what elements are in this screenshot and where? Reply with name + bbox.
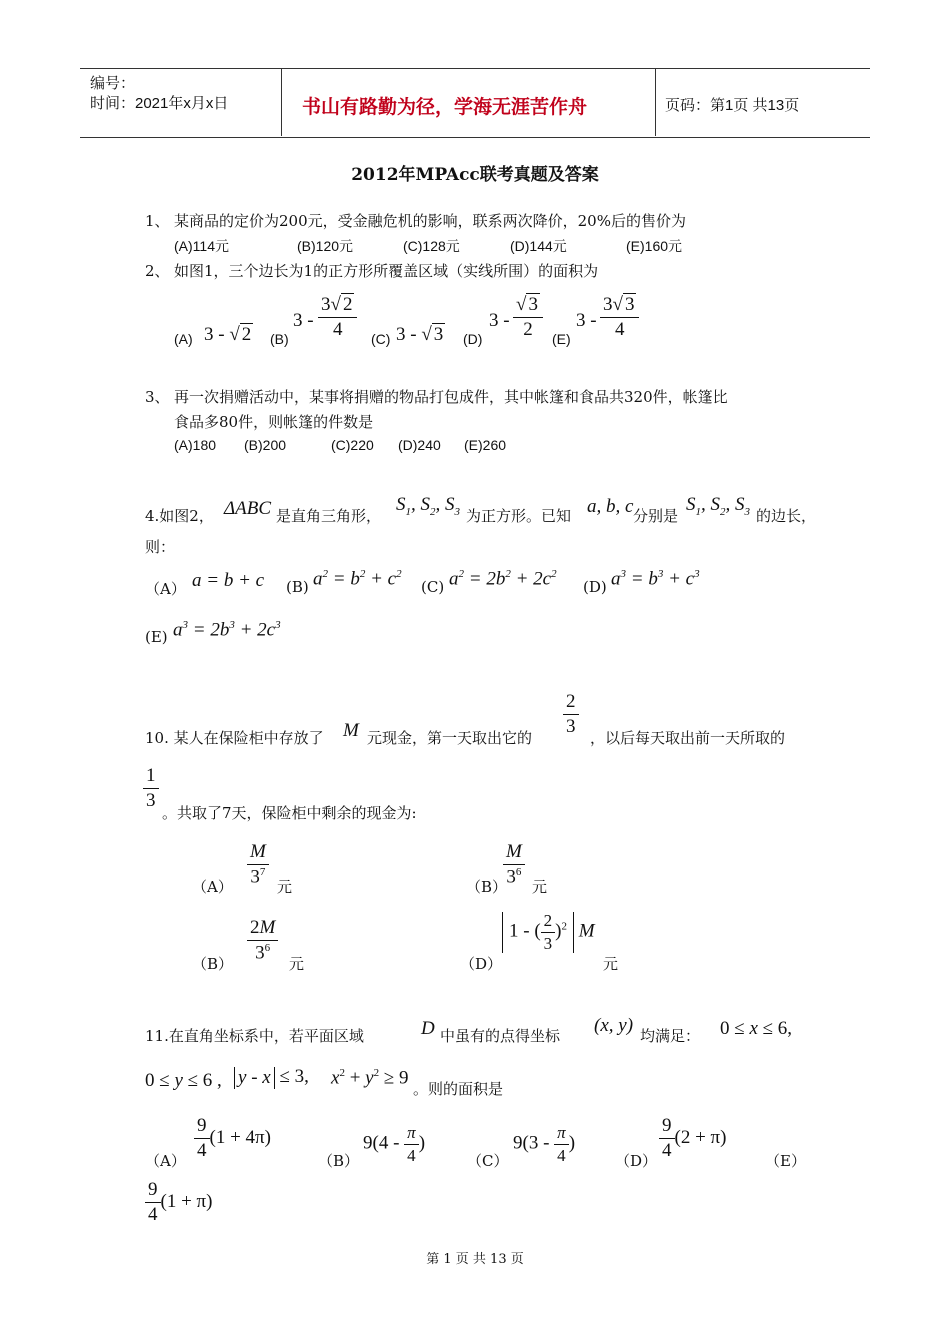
- q2-label-b: (B): [270, 331, 289, 347]
- q4-label-d: (D): [583, 578, 607, 596]
- q4-expr-e: $a^3 = 2b^3 + 2c^3$: [173, 619, 281, 641]
- q10-label-c: （B）: [192, 955, 234, 973]
- q11-expr-a: $\frac{9}{4}$ (1 + 4π): [194, 1116, 271, 1161]
- q10-label-b: （B）: [466, 878, 508, 896]
- q11-label-d: （D）: [615, 1152, 658, 1170]
- q3-number: 3、: [145, 388, 170, 406]
- q4-squares: $S_1$, $S_2$, $S_3$: [396, 494, 460, 518]
- q2-label-d: (D): [463, 331, 483, 347]
- q2-label-e: (E): [552, 331, 571, 347]
- q11-expr-d: $\frac{9}{4}$ (2 + π): [659, 1116, 726, 1161]
- q2-expr-c: 3 - √ 3: [396, 324, 444, 345]
- q3-option-c: (C)220: [331, 437, 374, 453]
- header-divider: [281, 68, 282, 136]
- q4-label-e: (E): [145, 628, 168, 646]
- page-label: 页码：第1页 共13页: [665, 97, 800, 114]
- q2-frac-d: $\frac{√ 3}{2}$: [513, 295, 543, 340]
- q1-number: 1、: [145, 212, 170, 230]
- q4-label-a: （A）: [145, 580, 186, 598]
- q1-option-b: (B)120元: [297, 238, 354, 254]
- q4-expr-a: a = b + c: [192, 570, 265, 591]
- q2-frac-e: $\frac{3√ 3}{4}$: [600, 295, 639, 340]
- q11-expr-b: 9(4 - $\frac{\pi}{4}$ ): [363, 1123, 426, 1165]
- q4-expr-d: $a^3 = b^3 + c^3$: [611, 568, 700, 590]
- q10-frac-one-third: $\frac{1}{3}$: [143, 766, 159, 811]
- q2-stem: 如图1，三个边长为1的正方形所覆盖区域（实线所围）的面积为: [174, 262, 599, 280]
- motto: 书山有路勤为径，学海无涯苦作舟: [302, 96, 588, 118]
- q10-frac-a: $\frac{M}{3^7}$: [247, 842, 269, 887]
- q10-text3: 。共取了7天，保险柜中剩余的现金为:: [162, 804, 417, 822]
- q4-text4: 的边长，: [756, 507, 817, 525]
- q11-text2: 均满足：: [640, 1027, 701, 1045]
- q3-option-b: (B)200: [244, 437, 287, 453]
- q2-expr-d: 3 -: [489, 310, 510, 331]
- q4-squares-2: $S_1$, $S_2$, $S_3$: [686, 494, 750, 518]
- q10-frac-two-thirds: $\frac{2}{3}$: [563, 692, 579, 737]
- q10-frac-b: $\frac{M}{3^6}$: [503, 842, 525, 887]
- q1-option-a: (A)114元: [174, 238, 229, 254]
- q3-stem-line2: 食品多80件，则帐篷的件数是: [174, 413, 374, 431]
- q4-expr-c: $a^2 = 2b^2 + 2c^2$: [449, 568, 557, 590]
- q3-stem-line1: 再一次捐赠活动中，某事将捐赠的物品打包成件，其中帐篷和食品共320件，帐篷比: [174, 388, 728, 406]
- q4-text1: 是直角三角形，: [276, 507, 382, 525]
- q1-option-c: (C)128元: [403, 238, 460, 254]
- q2-label-c: (C): [371, 331, 391, 347]
- q10-unit-d: 元: [603, 955, 619, 973]
- q11-text1: 中虽有的点得坐标: [440, 1027, 561, 1045]
- q4-lead: 4.如图2，: [145, 507, 214, 525]
- q11-label-a: （A）: [145, 1152, 186, 1170]
- q2-expr-e: 3 -: [576, 310, 597, 331]
- q10-unit-c: 元: [289, 955, 305, 973]
- code-label: 编号：: [90, 75, 136, 92]
- page-footer: 第 1 页 共 13 页: [426, 1252, 524, 1267]
- q10-text2: ，以后每天取出前一天所取的: [590, 729, 786, 747]
- q2-expr-a: 3 - √ 2: [204, 324, 252, 345]
- q10-var-m: M: [343, 720, 359, 741]
- q10-expr-d: 1 - ( $\frac{2}{3}$ )$^2$ M: [502, 912, 595, 953]
- q2-frac-b: $\frac{3√ 2}{4}$: [318, 295, 357, 340]
- q11-cond-x: 0 ≤ x ≤ 6,: [720, 1018, 793, 1039]
- q1-option-d: (D)144元: [510, 238, 567, 254]
- q10-unit-b: 元: [532, 878, 548, 896]
- q4-sides: a, b, c: [587, 496, 634, 517]
- q11-cond-abs: y - x ≤ 3,: [234, 1066, 309, 1089]
- q11-text3: 。则的面积是: [413, 1080, 504, 1098]
- header-divider: [655, 68, 656, 136]
- q2-number: 2、: [145, 262, 170, 280]
- page-title: 2012年MPAcc联考真题及答案: [351, 165, 599, 185]
- q4-text3: 分别是: [633, 507, 679, 525]
- q2-label-a: (A): [174, 331, 193, 347]
- q11-label-e: （E）: [765, 1152, 806, 1170]
- q11-expr-e: $\frac{9}{4}$ (1 + π): [145, 1180, 212, 1225]
- q10-label-a: （A）: [192, 878, 233, 896]
- q11-lead: 11.在直角坐标系中，若平面区域: [145, 1027, 364, 1045]
- q11-label-c: （C）: [467, 1152, 509, 1170]
- q11-cond-circle: $x^2 + y^2 \ge 9$: [331, 1067, 409, 1089]
- q4-text2: 为正方形。已知: [466, 507, 572, 525]
- q3-option-d: (D)240: [398, 437, 441, 453]
- q10-label-d: （D）: [460, 955, 503, 973]
- q10-unit-a: 元: [277, 878, 293, 896]
- q11-label-b: （B）: [318, 1152, 360, 1170]
- q2-expr-b: 3 -: [293, 310, 314, 331]
- q4-text5: 则：: [145, 538, 176, 556]
- q11-expr-c: 9(3 - $\frac{\pi}{4}$ ): [513, 1123, 576, 1165]
- q11-coords: (x, y): [594, 1015, 634, 1036]
- q4-label-b: (B): [286, 578, 309, 596]
- q4-label-c: (C): [421, 578, 445, 596]
- q10-text1: 元现金，第一天取出它的: [367, 729, 533, 747]
- time-label: 时间：2021年x月x日: [90, 95, 229, 112]
- q10-lead: 10. 某人在保险柜中存放了: [145, 729, 324, 747]
- q4-expr-b: $a^2 = b^2 + c^2$: [313, 568, 402, 590]
- q10-frac-c: $\frac{2M}{3^6}$: [247, 918, 278, 963]
- q11-var-d: D: [421, 1018, 435, 1039]
- q1-option-e: (E)160元: [626, 238, 683, 254]
- q3-option-e: (E)260: [464, 437, 507, 453]
- q11-cond-y: 0 ≤ y ≤ 6 ,: [145, 1070, 222, 1091]
- q1-stem: 某商品的定价为200元，受金融危机的影响，联系两次降价，20%后的售价为: [174, 212, 686, 230]
- q3-option-a: (A)180: [174, 437, 217, 453]
- q4-triangle: ΔABC: [224, 498, 272, 519]
